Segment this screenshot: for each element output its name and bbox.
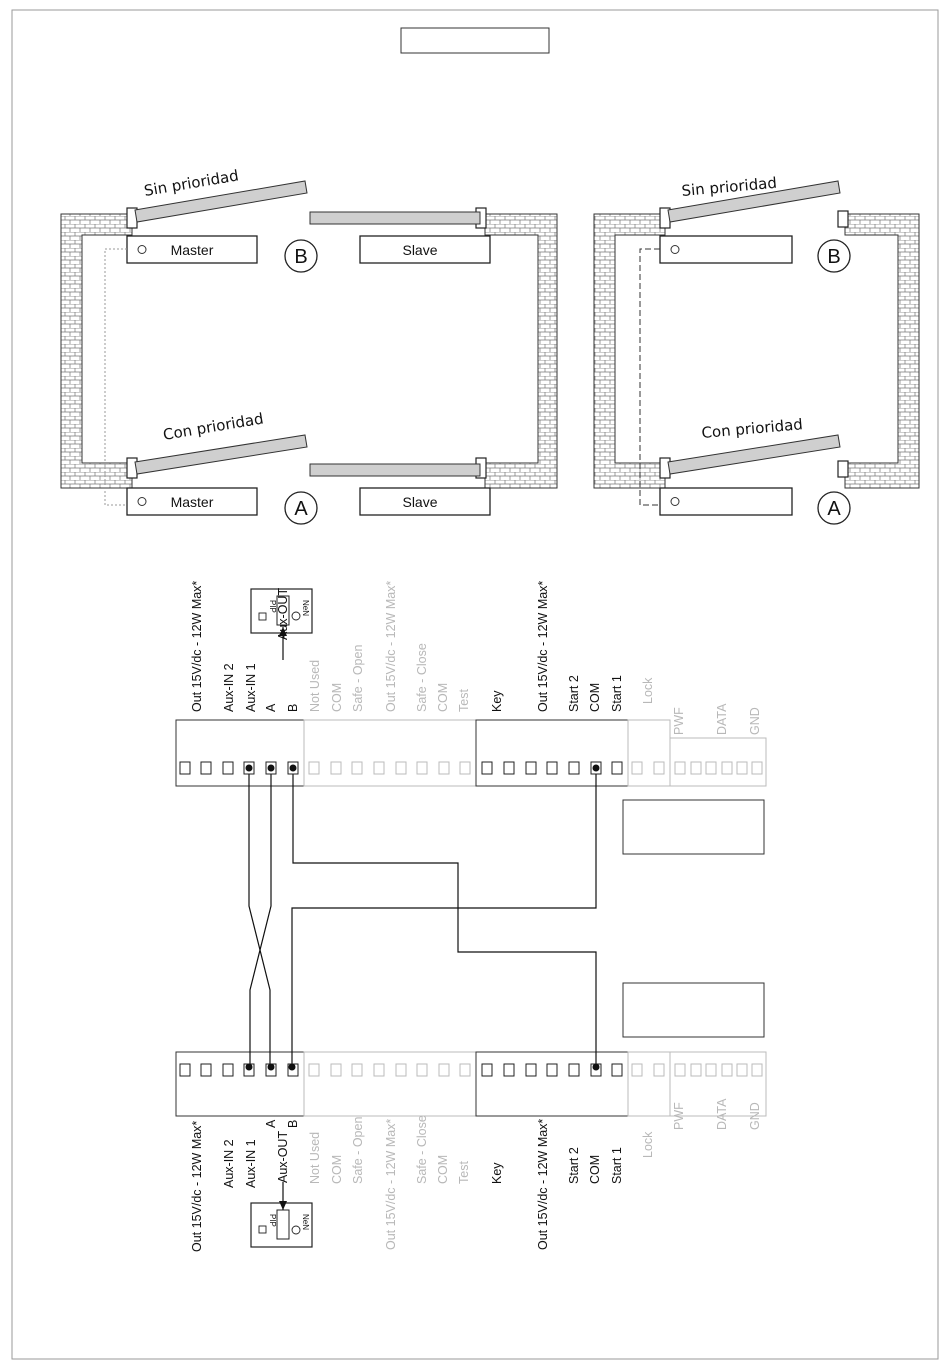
terminal-label-top-4: B xyxy=(286,703,300,712)
terminal-label-bottom-5: Aux-OUT xyxy=(276,1130,290,1183)
side-box-bottom xyxy=(623,983,764,1037)
terminal-bottom-8 xyxy=(526,1064,536,1076)
wall-right-left xyxy=(594,214,665,488)
left-bottom-swing-label: Con prioridad xyxy=(161,409,265,444)
right-circle-b: B xyxy=(827,246,841,268)
terminal-label-bottom-1: Aux-IN 2 xyxy=(222,1139,236,1188)
terminal-bottom-6 xyxy=(482,1064,492,1076)
terminal-label-top-20: DATA xyxy=(715,703,729,735)
terminal-label-bottom-21: GND xyxy=(748,1102,762,1130)
terminal-label-bottom-3: A xyxy=(264,1119,278,1128)
terminal-grey-bottom-13 xyxy=(722,1064,732,1076)
door-layout-left xyxy=(61,181,557,524)
terminal-bottom-1 xyxy=(201,1064,211,1076)
terminal-top-0 xyxy=(180,762,190,774)
terminal-label-top-21: GND xyxy=(748,707,762,735)
terminal-label-bottom-19: PWF xyxy=(672,1102,686,1130)
terminal-label-top-9: Out 15V/dc - 12W Max* xyxy=(384,580,398,712)
terminal-grey-bottom-2 xyxy=(352,1064,362,1076)
terminal-grey-top-14 xyxy=(737,762,747,774)
terminal-grey-top-7 xyxy=(460,762,470,774)
terminal-grey-bottom-11 xyxy=(691,1064,701,1076)
left-circle-b: B xyxy=(294,246,308,268)
terminal-label-top-2: Aux-IN 1 xyxy=(244,663,258,712)
terminal-label-bottom-20: DATA xyxy=(715,1098,729,1130)
terminal-label-bottom-6: Not Used xyxy=(308,1131,322,1184)
wire-b-to-com xyxy=(293,768,596,1067)
terminal-grey-top-12 xyxy=(706,762,716,774)
terminal-top-7 xyxy=(504,762,514,774)
terminal-label-top-3: A xyxy=(264,703,278,712)
terminal-label-top-7: COM xyxy=(330,682,344,712)
leaf-right-bottom xyxy=(668,435,840,474)
connection-dot-7 xyxy=(593,1064,600,1071)
terminal-label-bottom-18: Lock xyxy=(641,1131,655,1158)
jumper-label-top-0: PIP xyxy=(268,600,277,613)
terminal-label-top-6: Not Used xyxy=(308,659,322,712)
terminal-grey-bottom-1 xyxy=(331,1064,341,1076)
wall-right-right xyxy=(845,214,919,488)
terminal-top-6 xyxy=(482,762,492,774)
terminal-label-top-15: Start 2 xyxy=(567,675,581,712)
terminal-grey-top-10 xyxy=(675,762,685,774)
terminal-bottom-0 xyxy=(180,1064,190,1076)
terminal-label-bottom-13: Key xyxy=(490,1162,504,1184)
leaf-bottom-master xyxy=(135,435,307,474)
terminal-grey-top-11 xyxy=(691,762,701,774)
terminal-label-top-17: Start 1 xyxy=(610,675,624,712)
terminal-grey-top-13 xyxy=(722,762,732,774)
leaf-top-slave xyxy=(310,212,480,224)
terminal-label-top-5: Aux-OUT xyxy=(276,587,290,640)
terminal-label-bottom-17: Start 1 xyxy=(610,1147,624,1184)
left-bottom-master-label: Master xyxy=(170,494,214,510)
terminal-grey-top-2 xyxy=(352,762,362,774)
connection-dot-2 xyxy=(290,765,297,772)
connection-dot-3 xyxy=(593,765,600,772)
side-box-top xyxy=(623,800,764,854)
terminal-label-top-11: COM xyxy=(436,682,450,712)
terminal-bottom-9 xyxy=(547,1064,557,1076)
terminal-label-bottom-8: Safe - Open xyxy=(351,1116,365,1184)
terminal-label-top-10: Safe - Close xyxy=(415,643,429,712)
connection-dot-5 xyxy=(268,1064,275,1071)
wall-left-left xyxy=(61,214,132,488)
left-bottom-slave-label: Slave xyxy=(402,494,438,510)
left-circle-a: A xyxy=(294,498,308,520)
terminal-label-top-13: Key xyxy=(490,690,504,712)
terminal-grey-bottom-9 xyxy=(654,1064,664,1076)
left-top-swing-label: Sin prioridad xyxy=(142,166,240,200)
terminal-grey-top-8 xyxy=(632,762,642,774)
terminal-grey-bottom-15 xyxy=(752,1064,762,1076)
terminal-bottom-10 xyxy=(569,1064,579,1076)
terminal-grey-top-3 xyxy=(374,762,384,774)
terminal-label-top-1: Aux-IN 2 xyxy=(222,663,236,712)
terminal-grey-bottom-7 xyxy=(460,1064,470,1076)
left-top-slave-label: Slave xyxy=(402,242,438,258)
connection-dot-1 xyxy=(268,765,275,772)
terminal-label-bottom-2: Aux-IN 1 xyxy=(244,1139,258,1188)
right-circle-a: A xyxy=(827,498,841,520)
terminal-label-bottom-9: Out 15V/dc - 12W Max* xyxy=(384,1118,398,1250)
terminal-top-10 xyxy=(569,762,579,774)
terminal-grey-bottom-12 xyxy=(706,1064,716,1076)
wire-com-to-b xyxy=(292,768,596,1067)
terminal-label-bottom-7: COM xyxy=(330,1154,344,1184)
terminal-grey-bottom-0 xyxy=(309,1064,319,1076)
connection-dot-0 xyxy=(246,765,253,772)
terminal-grey-top-4 xyxy=(396,762,406,774)
connection-dot-6 xyxy=(289,1064,296,1071)
terminal-label-top-12: Test xyxy=(457,689,471,712)
connection-dot-4 xyxy=(246,1064,253,1071)
terminal-grey-bottom-14 xyxy=(737,1064,747,1076)
terminal-label-bottom-0: Out 15V/dc - 12W Max* xyxy=(190,1120,204,1252)
terminal-bottom-2 xyxy=(223,1064,233,1076)
jumper-label-bottom-0: PIP xyxy=(268,1214,277,1227)
terminal-label-top-18: Lock xyxy=(641,677,655,704)
terminal-grey-bottom-6 xyxy=(439,1064,449,1076)
jumper-label-top-1: NeN xyxy=(301,600,310,617)
terminal-label-bottom-15: Start 2 xyxy=(567,1147,581,1184)
terminal-grey-top-1 xyxy=(331,762,341,774)
terminal-grey-bottom-10 xyxy=(675,1064,685,1076)
terminal-label-top-8: Safe - Open xyxy=(351,644,365,712)
terminal-label-bottom-12: Test xyxy=(457,1161,471,1184)
terminal-top-9 xyxy=(547,762,557,774)
terminal-top-8 xyxy=(526,762,536,774)
terminal-label-bottom-16: COM xyxy=(588,1154,602,1184)
terminal-grey-top-15 xyxy=(752,762,762,774)
terminal-top-1 xyxy=(201,762,211,774)
operator-right-bottom xyxy=(660,488,792,515)
wire-a xyxy=(250,768,271,1067)
terminal-label-bottom-14: Out 15V/dc - 12W Max* xyxy=(536,1118,550,1250)
terminal-grey-bottom-4 xyxy=(396,1064,406,1076)
wires xyxy=(249,768,596,1067)
wire-aux-in1 xyxy=(249,768,270,1067)
terminal-label-top-16: COM xyxy=(588,682,602,712)
terminal-label-bottom-10: Safe - Close xyxy=(415,1115,429,1184)
terminal-label-bottom-4: B xyxy=(286,1119,300,1128)
terminal-label-top-0: Out 15V/dc - 12W Max* xyxy=(190,580,204,712)
terminal-bottom-12 xyxy=(612,1064,622,1076)
terminal-grey-top-6 xyxy=(439,762,449,774)
right-bottom-swing-label: Con prioridad xyxy=(700,415,804,442)
terminal-label-top-19: PWF xyxy=(672,707,686,735)
left-top-master-label: Master xyxy=(170,242,214,258)
terminal-grey-top-5 xyxy=(417,762,427,774)
door-layout-right xyxy=(594,181,919,524)
terminal-top-2 xyxy=(223,762,233,774)
terminal-label-top-14: Out 15V/dc - 12W Max* xyxy=(536,580,550,712)
wall-left-right xyxy=(485,214,557,488)
operator-right-top xyxy=(660,236,792,263)
terminal-grey-bottom-8 xyxy=(632,1064,642,1076)
terminal-bottom-7 xyxy=(504,1064,514,1076)
right-top-swing-label: Sin prioridad xyxy=(680,173,778,200)
terminal-grey-top-0 xyxy=(309,762,319,774)
terminal-top-12 xyxy=(612,762,622,774)
jumper-label-bottom-1: NeN xyxy=(301,1214,310,1231)
header-box xyxy=(401,28,549,53)
terminal-grey-top-9 xyxy=(654,762,664,774)
terminal-grey-bottom-5 xyxy=(417,1064,427,1076)
terminal-label-bottom-11: COM xyxy=(436,1154,450,1184)
terminal-grey-bottom-3 xyxy=(374,1064,384,1076)
leaf-bottom-slave xyxy=(310,464,480,476)
